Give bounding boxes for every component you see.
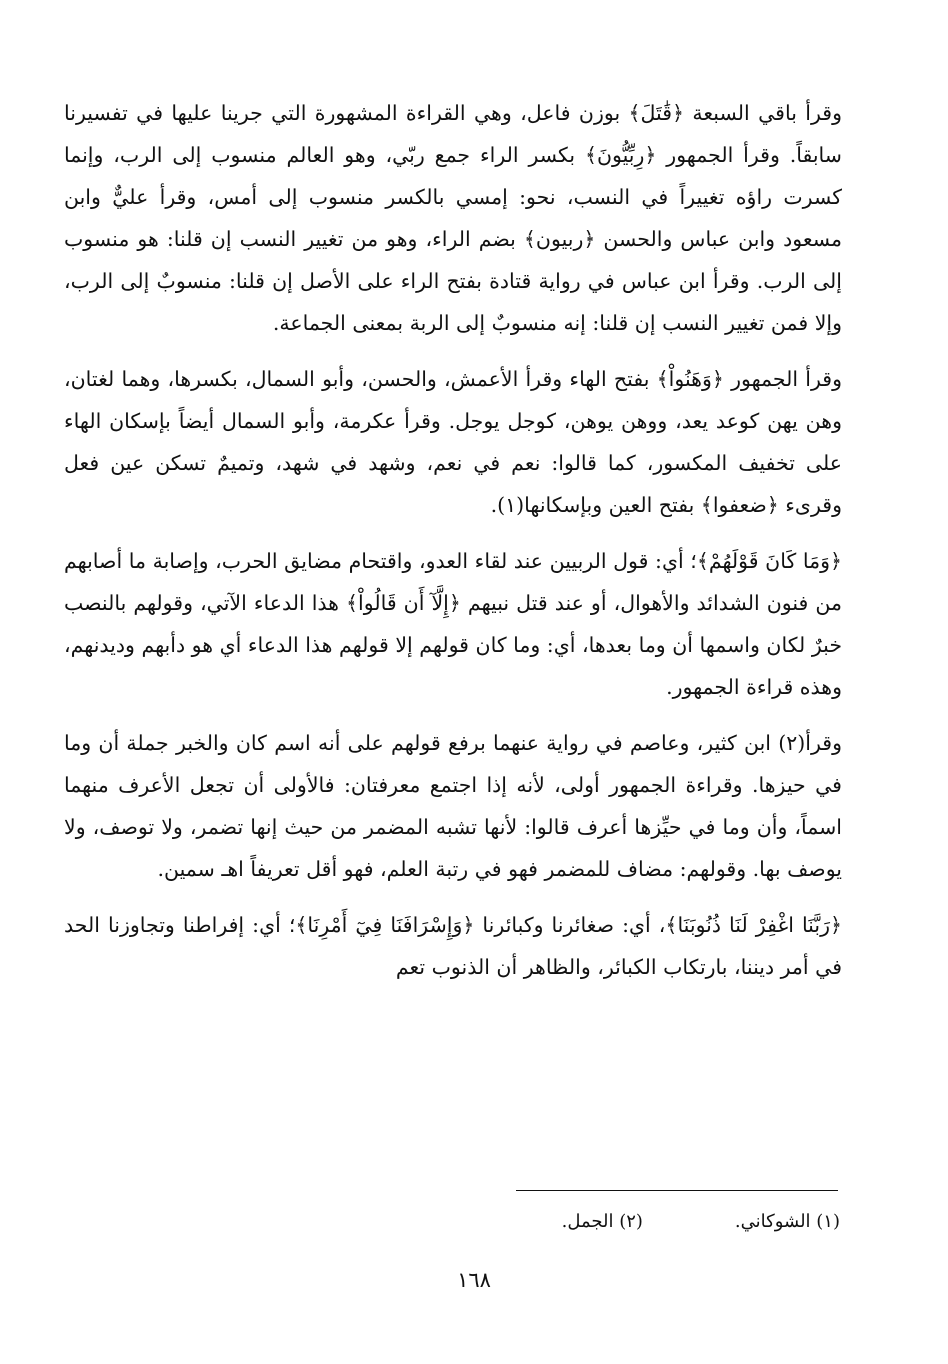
footnote-divider bbox=[516, 1190, 838, 1191]
page-number: ١٦٨ bbox=[457, 1268, 491, 1292]
paragraph-wama-kana-qawlahum: ﴿وَمَا كَانَ قَوْلَهُمْ﴾؛ أي: قول الربيين عند لقاء العدو، واقتحام مضايق الحرب، وإصابة ما أصابهم من فنون الشدائد والأهوال، أو عند قتل نبيهم ﴿إِلَّآ أَن قَالُواْ﴾ هذا الدعاء الآتي، وقولهم بالنصب خبرٌ لكان واسمها أن وما بعدها، أي: وما كان قولهم إلا قولهم هذا الدعاء أي هو دأبهم وديدنهم، وهذه قراءة الجمهور. bbox=[64, 549, 842, 699]
page-body bbox=[64, 92, 842, 988]
paragraph-wahanu: وقرأ الجمهور ﴿وَهَنُواْ﴾ بفتح الهاء وقرأ الأعمش، والحسن، وأبو السمال، بكسرها، وهما لغتان، وهن يهن كوعد يعد، ووهن يوهن، كوجل يوجل. وقرأ عكرمة، وأبو السمال أيضاً بإسكان الهاء على تخفيف المكسور، كما قالوا: نعم في نعم، وشهد في شهد، وتميمٌ تسكن عين فعل وقرىء ﴿ضعفوا﴾ بفتح العين وبإسكانها(١). bbox=[64, 367, 842, 517]
footnote-2: (٢) الجمل. bbox=[561, 1211, 643, 1232]
footnotes bbox=[562, 1208, 840, 1236]
paragraph-qatala-ribbiyyun: وقرأ باقي السبعة ﴿قَٰتَلَ﴾ بوزن فاعل، وهي القراءة المشهورة التي جرينا عليها في تفسيرنا سابقاً. وقرأ الجمهور ﴿رِبِّيُّونَ﴾ بكسر الراء جمع ربّي، وهو العالم منسوب إلى الرب، وإنما كسرت راؤه تغييراً في النسب، نحو: إمسي بالكسر منسوب إلى أمس، وقرأ عليٌّ وابن مسعود وابن عباس والحسن ﴿ربيون﴾ بضم الراء، وهو من تغيير النسب إن قلنا: هو منسوب إلى الرب. وقرأ ابن عباس في رواية قتادة بفتح الراء على الأصل إن قلنا: منسوبٌ إلى الرب، وإلا فمن تغيير النسب إن قلنا: إنه منسوبٌ إلى الربة بمعنى الجماعة. bbox=[64, 101, 842, 335]
footnote-1: (١) الشوكاني. bbox=[734, 1211, 840, 1232]
paragraph-ibn-kathir-reading: وقرأ(٢) ابن كثير، وعاصم في رواية عنهما برفع قولهم على أنه اسم كان والخبر جملة أن وما في حيزها. وقراءة الجمهور أولى، لأنه إذا اجتمع معرفتان: فالأولى أن تجعل الأعرف منهما اسماً، وأن وما في حيِّزها أعرف قالوا: لأنها تشبه المضمر من حيث إنها تضمر، ولا توصف، ولا يوصف بها. وقولهم: مضاف للمضمر فهو في رتبة العلم، فهو أقل تعريفاً اهـ سمين. bbox=[64, 731, 842, 881]
paragraph-rabbana-ighfir: ﴿رَبَّنَا اغْفِرْ لَنَا ذُنُوبَنَا﴾، أي: صغائرنا وكبائرنا ﴿وَإِسْرَافَنَا فِيٓ أَمْرِنَا﴾؛ أي: إفراطنا وتجاوزنا الحد في أمر ديننا، بارتكاب الكبائر، والظاهر أن الذنوب تعم bbox=[64, 913, 842, 979]
